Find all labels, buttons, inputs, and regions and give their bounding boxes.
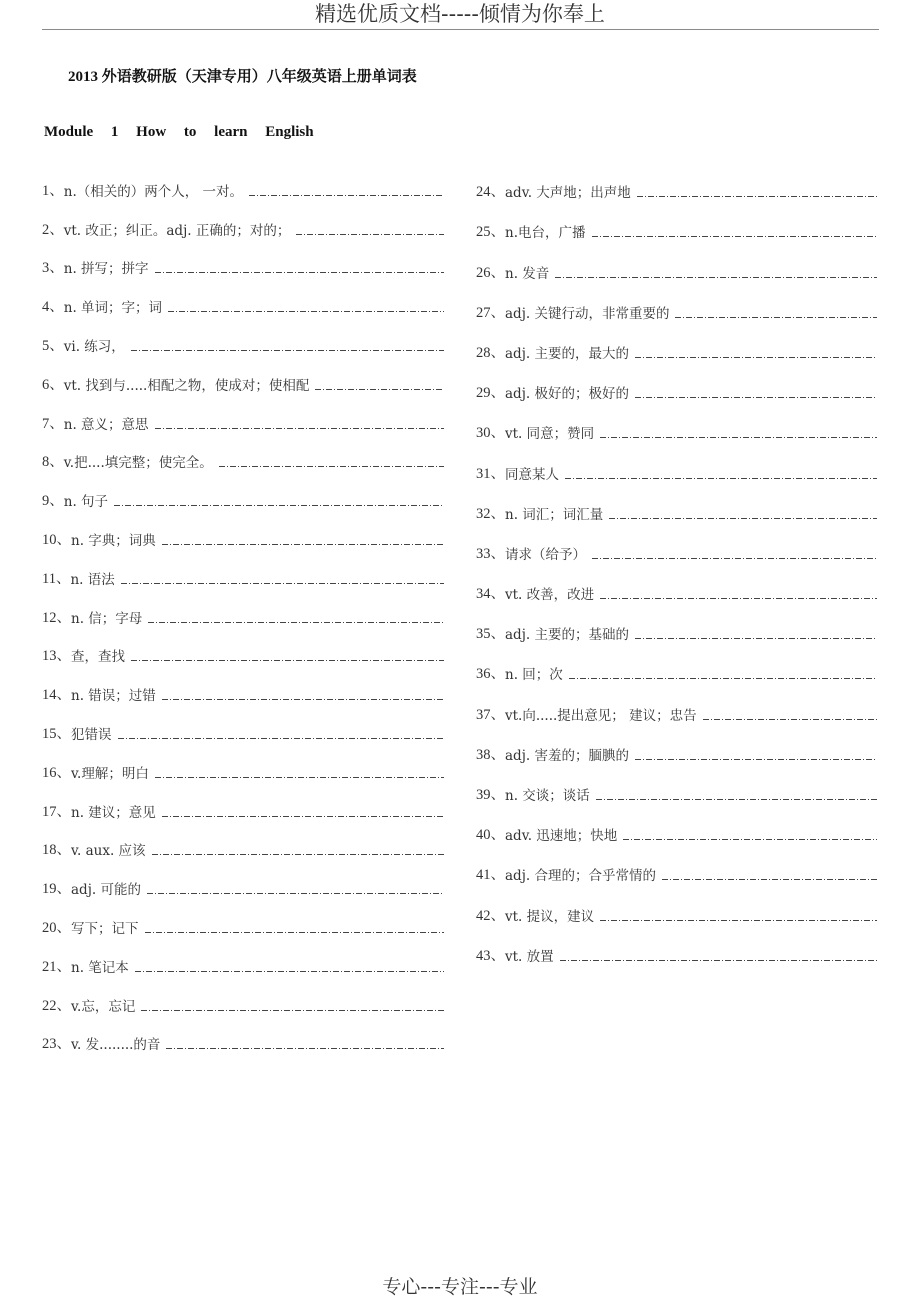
- answer-blank-line[interactable]: [662, 878, 877, 880]
- item-definition: adj. 合理的；合乎常情的: [505, 868, 656, 885]
- item-definition: vt. 找到与.....相配之物，使成对；使相配: [63, 377, 310, 394]
- item-number: 17、: [42, 803, 71, 820]
- item-number: 16、: [42, 764, 71, 781]
- item-number: 40、: [476, 827, 505, 844]
- answer-blank-line[interactable]: [249, 194, 444, 196]
- item-definition: n. 笔记本: [71, 959, 129, 976]
- item-number: 26、: [476, 264, 505, 281]
- answer-blank-line[interactable]: [635, 356, 877, 358]
- item-definition: adj. 害羞的；腼腆的: [505, 747, 629, 764]
- answer-blank-line[interactable]: [121, 582, 444, 584]
- header-divider: [42, 29, 879, 30]
- answer-blank-line[interactable]: [162, 815, 444, 817]
- vocab-item: [476, 241, 877, 281]
- answer-blank-line[interactable]: [569, 677, 877, 679]
- item-number: 12、: [42, 609, 71, 626]
- answer-blank-line[interactable]: [635, 396, 877, 398]
- item-definition: vt.向.....提出意见； 建议；忠告: [505, 707, 697, 724]
- answer-blank-line[interactable]: [600, 436, 877, 438]
- item-definition: n. 信；字母: [71, 610, 143, 627]
- item-definition: v. aux. 应该: [71, 843, 146, 860]
- item-number: 18、: [42, 842, 71, 859]
- document-title: 2013 外语教研版（天津专用）八年级英语上册单词表: [68, 69, 417, 85]
- vocab-item: [42, 704, 444, 743]
- item-definition: n. 语法: [70, 571, 115, 588]
- vocab-item: [476, 603, 877, 643]
- item-definition: n. 建议；意见: [71, 804, 156, 821]
- item-number: 20、: [42, 919, 71, 936]
- vocab-item: [42, 549, 444, 588]
- answer-blank-line[interactable]: [600, 919, 877, 921]
- vocab-item: [42, 627, 444, 666]
- item-number: 43、: [476, 947, 505, 964]
- answer-blank-line[interactable]: [623, 838, 877, 840]
- answer-blank-line[interactable]: [635, 758, 877, 760]
- vocab-item: [42, 1015, 444, 1054]
- vocab-item: [476, 764, 877, 804]
- item-number: 19、: [42, 881, 71, 898]
- vocab-item: [42, 161, 444, 200]
- answer-blank-line[interactable]: [315, 388, 444, 390]
- item-definition: v.理解；明白: [71, 765, 149, 782]
- item-number: 33、: [476, 545, 505, 562]
- item-number: 10、: [42, 531, 71, 548]
- item-definition: vt. 改正；纠正。adj. 正确的；对的；: [63, 222, 291, 239]
- vocab-item: [42, 937, 444, 976]
- item-definition: 查，查找: [71, 649, 125, 666]
- vocab-item: [42, 316, 444, 355]
- item-number: 14、: [42, 687, 71, 704]
- answer-blank-line[interactable]: [637, 195, 877, 197]
- item-definition: n. 发音: [505, 265, 550, 282]
- item-definition: adj. 可能的: [71, 882, 141, 899]
- item-definition: 写下；记下: [71, 920, 139, 937]
- vocab-item: [42, 277, 444, 316]
- answer-blank-line[interactable]: [162, 698, 444, 700]
- vocab-item: [476, 925, 877, 965]
- item-definition: n. 回；次: [505, 667, 563, 684]
- vocab-item: [476, 844, 877, 884]
- item-number: 9、: [42, 493, 64, 510]
- item-definition: n. 词汇；词汇量: [505, 506, 604, 523]
- item-number: 24、: [476, 184, 505, 201]
- item-definition: vt. 同意；赞同: [505, 426, 595, 443]
- item-definition: n.（相关的）两个人， 一对。: [63, 183, 244, 200]
- item-definition: adj. 主要的；基础的: [505, 627, 629, 644]
- vocab-item: [42, 743, 444, 782]
- vocab-item: [42, 782, 444, 821]
- item-number: 41、: [476, 867, 505, 884]
- item-number: 6、: [42, 376, 64, 393]
- item-number: 4、: [42, 299, 64, 316]
- vocab-item: [42, 859, 444, 898]
- answer-blank-line[interactable]: [135, 970, 444, 972]
- module-heading: Module 1 How to learn English: [44, 124, 314, 140]
- item-number: 5、: [42, 337, 64, 354]
- vocab-item: [42, 355, 444, 394]
- item-definition: 犯错误: [71, 726, 112, 743]
- answer-blank-line[interactable]: [168, 310, 444, 312]
- vocab-item: [42, 394, 444, 433]
- vocab-item: [42, 433, 444, 472]
- item-number: 39、: [476, 787, 505, 803]
- answer-blank-line[interactable]: [145, 931, 445, 933]
- item-number: 37、: [476, 706, 505, 723]
- item-definition: adj. 关键行动，非常重要的: [505, 305, 670, 322]
- item-number: 11、: [42, 570, 71, 587]
- vocab-item: [42, 200, 444, 239]
- item-definition: adj. 极好的；极好的: [505, 386, 629, 403]
- answer-blank-line[interactable]: [155, 271, 444, 273]
- item-number: 1、: [42, 182, 64, 199]
- vocab-item: [476, 201, 877, 241]
- item-number: 36、: [476, 666, 505, 683]
- vocab-item: [476, 362, 877, 402]
- vocab-item: [42, 976, 444, 1015]
- item-definition: n. 单词；字；词: [63, 300, 163, 317]
- item-definition: n. 错误；过错: [71, 688, 156, 705]
- page-header: 精选优质文档-----倾情为你奉上: [315, 2, 605, 26]
- item-number: 3、: [42, 260, 64, 277]
- item-number: 32、: [476, 505, 505, 522]
- answer-blank-line[interactable]: [560, 959, 877, 961]
- item-number: 34、: [476, 586, 505, 603]
- item-number: 31、: [476, 465, 505, 482]
- item-definition: n.电台，广播: [505, 225, 586, 242]
- answer-blank-line[interactable]: [555, 276, 877, 278]
- answer-blank-line[interactable]: [118, 737, 445, 739]
- answer-blank-line[interactable]: [131, 349, 444, 351]
- item-number: 42、: [476, 907, 505, 924]
- left-vocabulary-column: [42, 161, 444, 1053]
- right-vocabulary-column: [476, 161, 877, 965]
- item-number: 13、: [42, 648, 71, 665]
- item-definition: n. 拼写；拼字: [63, 261, 149, 278]
- item-definition: 请求（给予）: [505, 546, 586, 563]
- answer-blank-line[interactable]: [675, 316, 877, 318]
- item-definition: adv. 大声地；出声地: [505, 185, 631, 202]
- item-definition: n. 交谈；谈话: [505, 788, 590, 804]
- vocab-item: [476, 724, 877, 764]
- item-number: 29、: [476, 385, 505, 402]
- vocab-item: [42, 898, 444, 937]
- vocab-item: [42, 239, 444, 278]
- vocab-item: [42, 471, 444, 510]
- answer-blank-line[interactable]: [155, 427, 444, 429]
- item-number: 21、: [42, 958, 71, 975]
- answer-blank-line[interactable]: [592, 557, 877, 559]
- answer-blank-line[interactable]: [162, 543, 444, 545]
- answer-blank-line[interactable]: [565, 477, 877, 479]
- item-definition: vi. 练习，: [63, 338, 125, 355]
- item-number: 2、: [42, 221, 64, 238]
- item-number: 38、: [476, 746, 505, 763]
- item-definition: vt. 改善，改进: [505, 587, 595, 604]
- item-number: 30、: [476, 425, 505, 442]
- item-number: 15、: [42, 725, 71, 742]
- item-definition: n. 字典；词典: [71, 532, 156, 549]
- item-number: 28、: [476, 344, 505, 361]
- item-number: 27、: [476, 304, 505, 321]
- vocab-item: [476, 683, 877, 723]
- item-definition: v. 发........的音: [71, 1037, 161, 1054]
- answer-blank-line[interactable]: [148, 621, 444, 623]
- answer-blank-line[interactable]: [141, 1009, 444, 1011]
- item-definition: vt. 放置: [505, 948, 554, 965]
- vocab-item: [42, 510, 444, 549]
- answer-blank-line[interactable]: [596, 798, 877, 800]
- answer-blank-line[interactable]: [609, 517, 877, 519]
- vocab-item: [476, 643, 877, 683]
- item-definition: v.把....填完整；使完全。: [63, 455, 213, 472]
- vocab-item: [476, 322, 877, 362]
- item-definition: adv. 迅速地；快地: [505, 828, 618, 845]
- answer-blank-line[interactable]: [131, 659, 444, 661]
- vocab-item: [42, 588, 444, 627]
- item-number: 7、: [42, 415, 64, 432]
- item-number: 8、: [42, 454, 64, 471]
- vocab-item: [476, 442, 877, 482]
- answer-blank-line[interactable]: [155, 776, 444, 778]
- answer-blank-line[interactable]: [152, 853, 444, 855]
- answer-blank-line[interactable]: [592, 235, 878, 237]
- answer-blank-line[interactable]: [166, 1047, 444, 1049]
- vocab-item: [476, 483, 877, 523]
- vocab-item: [476, 282, 877, 322]
- vocab-item: [476, 884, 877, 924]
- vocab-item: [476, 523, 877, 563]
- vocab-item: [476, 563, 877, 603]
- item-definition: vt. 提议，建议: [505, 908, 595, 925]
- item-number: 35、: [476, 626, 505, 643]
- vocab-item: [42, 821, 444, 860]
- item-number: 23、: [42, 1036, 71, 1053]
- answer-blank-line[interactable]: [147, 892, 444, 894]
- item-definition: adj. 主要的，最大的: [505, 345, 629, 362]
- answer-blank-line[interactable]: [219, 465, 444, 467]
- vocab-item: [476, 402, 877, 442]
- item-definition: 同意某人: [505, 466, 559, 483]
- vocab-item: [42, 665, 444, 704]
- vocab-item: [476, 161, 877, 201]
- item-definition: n. 句子: [63, 494, 109, 511]
- vocab-item: [476, 804, 877, 844]
- item-number: 22、: [42, 997, 71, 1014]
- item-definition: v.忘，忘记: [71, 998, 136, 1015]
- answer-blank-line[interactable]: [703, 718, 877, 720]
- item-definition: n. 意义；意思: [63, 416, 149, 433]
- answer-blank-line[interactable]: [114, 504, 444, 506]
- page-footer: 专心---专注---专业: [382, 1276, 538, 1298]
- item-number: 25、: [476, 224, 505, 241]
- answer-blank-line[interactable]: [635, 637, 877, 639]
- answer-blank-line[interactable]: [600, 597, 877, 599]
- answer-blank-line[interactable]: [296, 233, 444, 235]
